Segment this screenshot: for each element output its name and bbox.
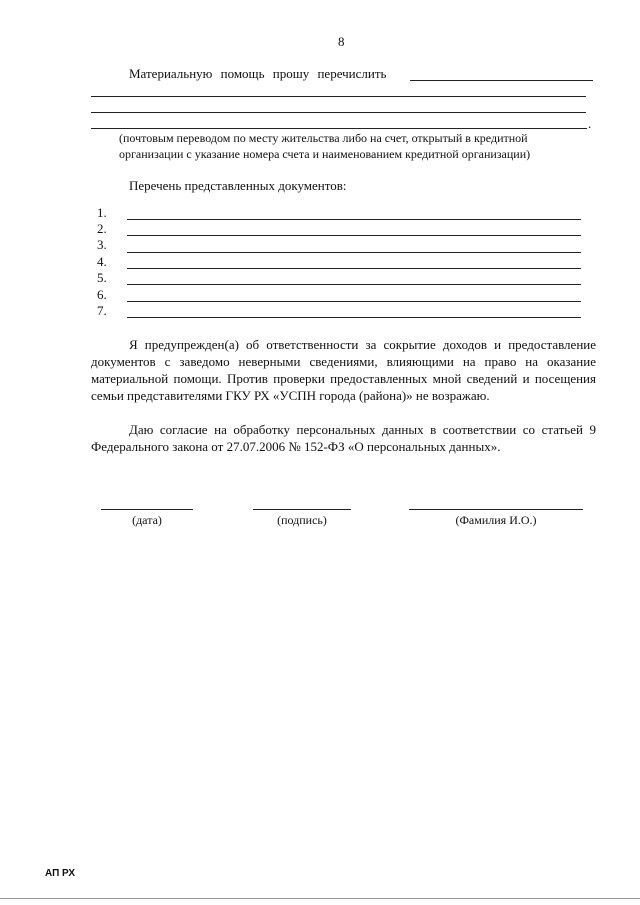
document-item-number-6: 6. <box>97 287 107 302</box>
document-item-number-5: 5. <box>97 270 107 285</box>
consent-text: Даю согласие на обработку персональных данных в соответствии со статьей 9 Федерального закона от 27.07.2006 № 152-ФЗ «О персональных данных». <box>91 422 596 454</box>
date-line[interactable] <box>101 509 193 510</box>
warning-text: Я предупрежден(а) об ответственности за сокрытие доходов и предоставление документов с заведомо неверными сведениями, влияющими на право на оказание материальной помощи. Против проверки предоставленных мной сведений и посещения семьи представителями ГКУ РХ «УСПН города (района)» не возражаю. <box>91 337 596 403</box>
documents-heading: Перечень представленных документов: <box>129 178 347 193</box>
payment-field-line-4[interactable] <box>91 128 587 129</box>
document-item-line-2[interactable] <box>127 235 581 236</box>
payment-field-line-1[interactable] <box>410 80 593 81</box>
date-caption: (дата) <box>132 513 162 527</box>
footer-label: АП РХ <box>45 868 76 879</box>
document-item-line-4[interactable] <box>127 268 581 269</box>
page-number: 8 <box>338 34 345 49</box>
document-item-line-3[interactable] <box>127 252 581 253</box>
warning-paragraph <box>91 336 596 404</box>
payment-note-line-1: (почтовым переводом по месту жительства либо на счет, открытый в кредитной <box>119 131 528 145</box>
signature-caption: (подпись) <box>277 513 327 527</box>
document-item-number-4: 4. <box>97 254 107 269</box>
signature-line[interactable] <box>253 509 351 510</box>
footer-divider <box>0 898 640 899</box>
document-item-number-2: 2. <box>97 221 107 236</box>
document-item-number-1: 1. <box>97 205 107 220</box>
payment-line-end-dot: . <box>588 116 592 131</box>
payment-request-label: Материальную помощь прошу перечислить <box>129 66 387 81</box>
document-item-line-7[interactable] <box>127 317 581 318</box>
payment-note-line-2: организации с указание номера счета и наименованием кредитной организации) <box>119 147 531 161</box>
document-item-number-7: 7. <box>97 303 107 318</box>
full-name-line[interactable] <box>409 509 583 510</box>
full-name-caption: (Фамилия И.О.) <box>455 513 537 527</box>
payment-field-line-2[interactable] <box>91 96 586 97</box>
document-item-line-1[interactable] <box>127 219 581 220</box>
payment-field-line-3[interactable] <box>91 112 586 113</box>
consent-paragraph <box>91 421 596 455</box>
document-item-line-6[interactable] <box>127 301 581 302</box>
document-item-line-5[interactable] <box>127 284 581 285</box>
document-item-number-3: 3. <box>97 237 107 252</box>
